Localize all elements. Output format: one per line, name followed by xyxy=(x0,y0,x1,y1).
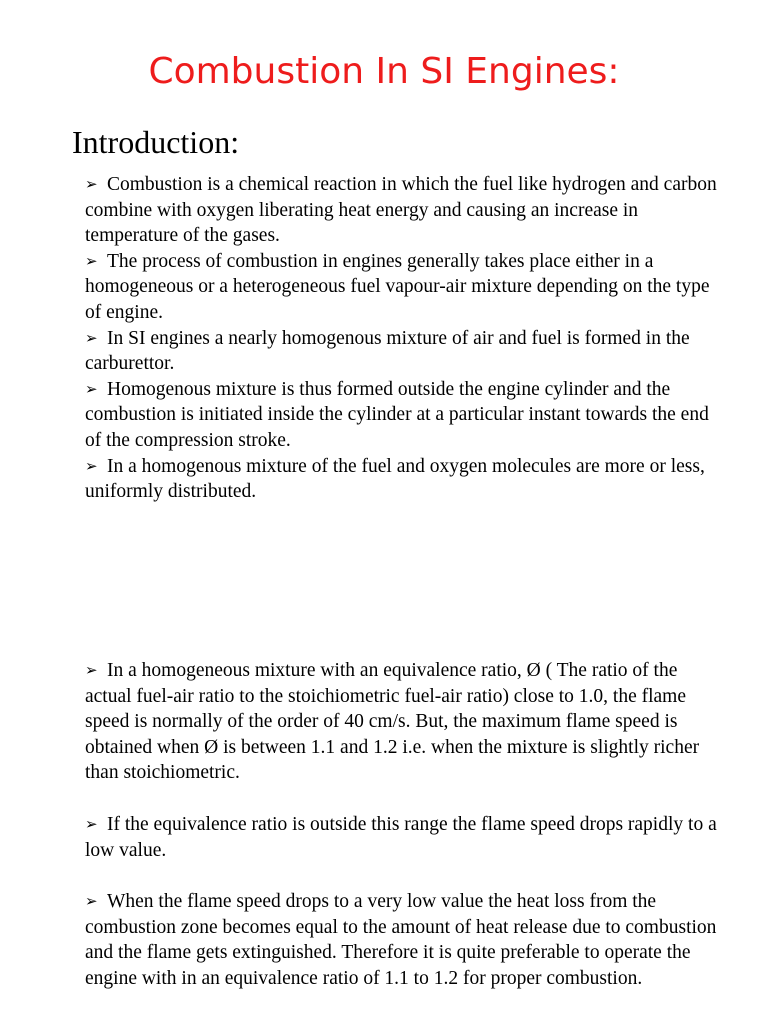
list-item xyxy=(85,889,725,991)
flame-extinction-paragraph xyxy=(85,889,725,991)
arrow-bullet-icon: ➢ xyxy=(85,456,98,475)
list-item xyxy=(85,377,725,454)
list-item xyxy=(85,172,725,249)
arrow-bullet-icon: ➢ xyxy=(85,379,98,398)
intro-bullet-list xyxy=(85,172,725,505)
list-item-text: In a homogenous mixture of the fuel and oxygen molecules are more or less, uniformly distributed. xyxy=(85,455,705,503)
page-title: Combustion In SI Engines: xyxy=(148,51,620,92)
list-item-text: In a homogeneous mixture with an equivalence ratio, Ø ( The ratio of the actual fuel-air ratio to the stoichiometric fuel-air ratio) close to 1.0, the flame speed is normally of the order of 40 cm/s. But, the maximum flame speed is obtained when Ø is between 1.1 and 1.2 i.e. when the mixture is slightly richer than stoichiometric. xyxy=(85,660,700,784)
arrow-bullet-icon: ➢ xyxy=(85,661,98,679)
list-item-text: If the equivalence ratio is outside this range the flame speed drops rapidly to a low value. xyxy=(85,814,717,861)
list-item-text: When the flame speed drops to a very low value the heat loss from the combustion zone becomes equal to the amount of heat release due to combustion and the flame gets extinguished. Therefore it is quite preferable to operate the engine with in an equivalence ratio of 1.1 to 1.2 for proper combustion. xyxy=(85,891,717,989)
arrow-bullet-icon: ➢ xyxy=(85,251,98,270)
arrow-bullet-icon: ➢ xyxy=(85,175,98,193)
list-item xyxy=(85,249,725,326)
equivalence-ratio-paragraph xyxy=(85,658,725,786)
list-item-text: Combustion is a chemical reaction in which the fuel like hydrogen and carbon combine with oxygen liberating heat energy and causing an increase in temperature of the gases. xyxy=(85,174,717,247)
section-heading-introduction: Introduction: xyxy=(72,124,240,160)
range-paragraph xyxy=(85,812,725,863)
list-item-text: The process of combustion in engines generally takes place either in a homogeneous or a heterogeneous fuel vapour-air mixture depending on the type of engine. xyxy=(85,250,710,323)
arrow-bullet-icon: ➢ xyxy=(85,328,98,347)
list-item-text: Homogenous mixture is thus formed outside the engine cylinder and the combustion is initiated inside the cylinder at a particular instant towards the end of the compression stroke. xyxy=(85,378,709,451)
arrow-bullet-icon: ➢ xyxy=(85,892,98,910)
list-item xyxy=(85,812,725,863)
list-item xyxy=(85,658,725,786)
list-item xyxy=(85,454,725,505)
list-item-text: In SI engines a nearly homogenous mixture of air and fuel is formed in the carburettor. xyxy=(85,327,690,375)
list-item xyxy=(85,326,725,377)
arrow-bullet-icon: ➢ xyxy=(85,815,98,833)
